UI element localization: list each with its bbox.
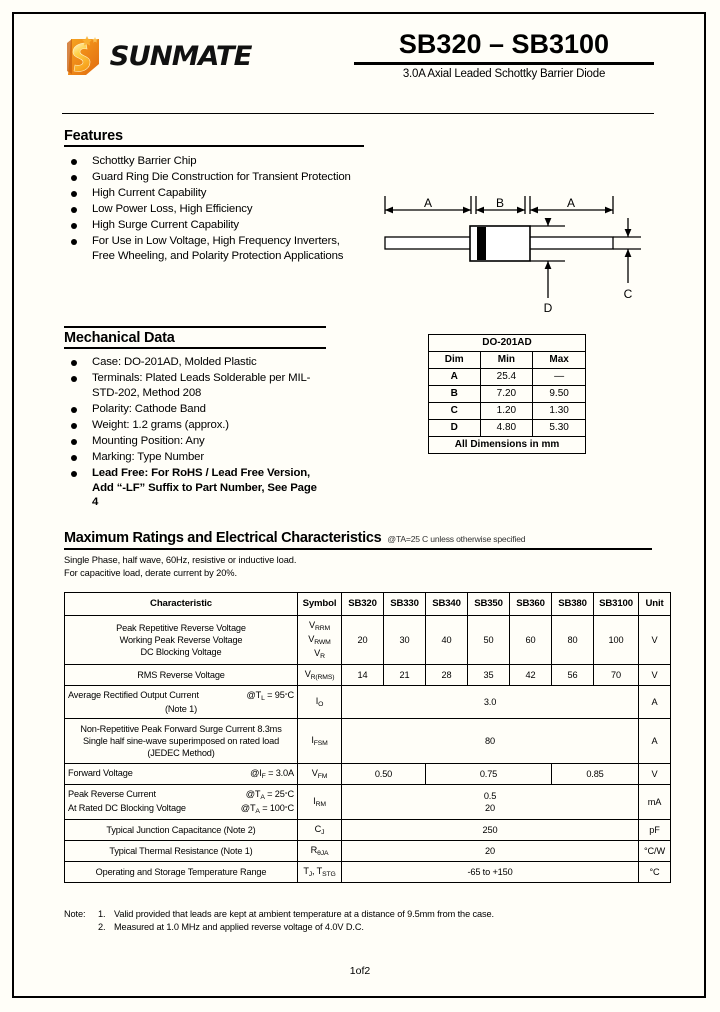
table-row-vrms: [65, 665, 671, 686]
ratings-heading: Maximum Ratings and Electrical Characteristics: [64, 530, 382, 546]
notes-section: [64, 908, 654, 934]
value-cell: 50: [468, 616, 510, 665]
ratings-heading-row: [64, 530, 652, 550]
table-row: [429, 403, 586, 420]
ratings-note-line1: Single Phase, half wave, 60Hz, resistive or inductive load.: [64, 555, 297, 565]
char-line: (JEDEC Method): [147, 748, 215, 758]
value-cell-group: 0.50: [342, 764, 426, 785]
symbol-cell: $V_{FM}$: [298, 764, 342, 785]
list-item: Marking: Type Number: [64, 450, 326, 465]
char-line: Peak Repetitive Reverse Voltage: [116, 623, 246, 633]
list-item: Schottky Barrier Chip: [64, 154, 364, 169]
symbol-cell: $R_{\theta JA}$: [298, 841, 342, 862]
page-subtitle: 3.0A Axial Leaded Schottky Barrier Diode: [402, 68, 606, 81]
list-item: Case: DO-201AD, Molded Plastic: [64, 355, 326, 370]
char-condition: $@T_A = 100^\circ C$: [240, 803, 294, 815]
electrical-characteristics-table: [64, 592, 671, 883]
value-cell-span: [342, 785, 639, 820]
dimtable-header-min: Min: [480, 352, 533, 369]
dim-max: 5.30: [533, 420, 586, 437]
list-item: Guard Ring Die Construction for Transient Protection: [64, 170, 364, 185]
page-footer: 1of2: [349, 965, 371, 977]
list-item: Terminals: Plated Leads Solderable per MIL-STD-202, Method 208: [64, 371, 326, 400]
characteristic-cell: [65, 764, 298, 785]
characteristic-cell: [65, 785, 298, 820]
unit-cell: V: [639, 616, 671, 665]
char-line: (Note 1): [165, 704, 197, 714]
dimension-table: [428, 334, 586, 454]
unit-cell: V: [639, 764, 671, 785]
dim-label-b: B: [495, 196, 505, 210]
char-line: Average Rectified Output Current: [68, 690, 199, 700]
dimtable-header-max: Max: [533, 352, 586, 369]
char-line: Working Peak Reverse Voltage: [119, 635, 243, 645]
note-number: 1.: [98, 909, 106, 919]
value-line: 0.5: [483, 791, 497, 801]
col-sb340: SB340: [426, 593, 468, 616]
value-cell: 42: [510, 665, 552, 686]
notes-label: Note:: [64, 909, 86, 919]
list-item: Polarity: Cathode Band: [64, 402, 326, 417]
list-item-lead-free: Lead Free: For RoHS / Lead Free Version, Add “-LF” Suffix to Part Number, See Page 4: [64, 466, 326, 510]
value-cell: 70: [594, 665, 639, 686]
dim-max: —: [533, 369, 586, 386]
characteristic-cell: RMS Reverse Voltage: [65, 665, 298, 686]
col-sb380: SB380: [552, 593, 594, 616]
unit-cell: pF: [639, 820, 671, 841]
unit-cell: °C: [639, 862, 671, 883]
value-cell: 100: [594, 616, 639, 665]
features-heading: Features: [64, 128, 364, 147]
char-condition: $@T_L = 95^\circ C$: [246, 690, 294, 702]
value-cell-span: 80: [342, 719, 639, 764]
ratings-condition: @TA=25 C unless otherwise specified: [387, 534, 526, 544]
char-line: Peak Reverse Current: [68, 789, 156, 799]
table-row-irm: [65, 785, 671, 820]
value-cell-span: 20: [342, 841, 639, 862]
value-cell: 14: [342, 665, 384, 686]
dim-min: 1.20: [480, 403, 533, 420]
dim-name: C: [429, 403, 481, 420]
table-row-ifsm: [65, 719, 671, 764]
characteristic-cell: Typical Thermal Resistance (Note 1): [65, 841, 298, 862]
list-item: Mounting Position: Any: [64, 434, 326, 449]
col-symbol: Symbol: [298, 593, 342, 616]
dim-label-c: C: [623, 287, 633, 301]
sunmate-badge-icon: [62, 34, 104, 78]
dim-max: 9.50: [533, 386, 586, 403]
value-cell: 35: [468, 665, 510, 686]
symbol-cell: $I_O$: [298, 686, 342, 719]
note-text: Measured at 1.0 MHz and applied reverse voltage of 4.0V D.C.: [114, 922, 364, 932]
page-title: SB320 – SB3100: [398, 29, 610, 59]
symbol-cell: $C_J$: [298, 820, 342, 841]
list-item: High Current Capability: [64, 186, 364, 201]
dimtable-footer: All Dimensions in mm: [429, 437, 586, 454]
table-row-vrrm: [65, 616, 671, 665]
dim-min: 4.80: [480, 420, 533, 437]
char-line: DC Blocking Voltage: [140, 647, 222, 657]
note-row: [64, 908, 654, 921]
dim-name: A: [429, 369, 481, 386]
value-cell: 28: [426, 665, 468, 686]
note-text: Valid provided that leads are kept at ambient temperature at a distance of 9.5mm from the case.: [114, 909, 494, 919]
note-number: 2.: [98, 922, 106, 932]
col-sb350: SB350: [468, 593, 510, 616]
list-item: Low Power Loss, High Efficiency: [64, 202, 364, 217]
table-row-cj: [65, 820, 671, 841]
table-row: [429, 369, 586, 386]
mechanical-heading: Mechanical Data: [64, 326, 326, 349]
features-section: [64, 128, 364, 265]
company-name: SUNMATE: [109, 40, 252, 72]
characteristic-cell: [65, 616, 298, 665]
unit-cell: V: [639, 665, 671, 686]
value-cell-group: 0.85: [552, 764, 639, 785]
characteristic-cell: Operating and Storage Temperature Range: [65, 862, 298, 883]
list-item: Weight: 1.2 grams (approx.): [64, 418, 326, 433]
dim-name: B: [429, 386, 481, 403]
table-row: [429, 420, 586, 437]
list-item: High Surge Current Capability: [64, 218, 364, 233]
dim-name: D: [429, 420, 481, 437]
col-sb360: SB360: [510, 593, 552, 616]
value-cell-span: 250: [342, 820, 639, 841]
package-outline-drawing: [370, 188, 660, 316]
features-list: [64, 154, 364, 264]
table-row-vfm: [65, 764, 671, 785]
unit-cell: °C/W: [639, 841, 671, 862]
col-sb330: SB330: [384, 593, 426, 616]
value-cell: 40: [426, 616, 468, 665]
dim-label-a-left: A: [423, 196, 433, 210]
characteristic-cell: [65, 719, 298, 764]
characteristic-cell: [65, 686, 298, 719]
char-condition: $@I_F = 3.0A$: [250, 768, 294, 780]
title-divider: [354, 62, 654, 65]
page-header: [62, 30, 654, 108]
symbol-cell: $I_{FSM}$: [298, 719, 342, 764]
characteristic-cell: Typical Junction Capacitance (Note 2): [65, 820, 298, 841]
mechanical-data-section: [64, 326, 326, 511]
col-unit: Unit: [639, 593, 671, 616]
ratings-section: [64, 530, 652, 579]
char-condition: $@T_A = 25^\circ C$: [245, 789, 294, 801]
dim-min: 7.20: [480, 386, 533, 403]
dim-max: 1.30: [533, 403, 586, 420]
value-cell-span: -65 to +150: [342, 862, 639, 883]
dim-label-a-right: A: [566, 196, 576, 210]
col-characteristic: Characteristic: [65, 593, 298, 616]
note-row: [98, 921, 654, 934]
value-cell: 80: [552, 616, 594, 665]
value-cell: 20: [342, 616, 384, 665]
value-line: 20: [485, 803, 495, 813]
mechanical-list: [64, 355, 326, 510]
char-line: Single half sine-wave superimposed on rated load: [82, 736, 280, 746]
dimtable-title: DO-201AD: [429, 335, 586, 352]
value-cell: 21: [384, 665, 426, 686]
value-cell-group: 0.75: [426, 764, 552, 785]
char-line: Forward Voltage: [68, 768, 133, 778]
table-row-io: [65, 686, 671, 719]
title-block: [354, 30, 654, 80]
symbol-cell: $V_{R(RMS)}$: [298, 665, 342, 686]
table-row: [429, 386, 586, 403]
ratings-note-line2: For capacitive load, derate current by 20%.: [64, 567, 237, 578]
char-line: Non-Repetitive Peak Forward Surge Current 8.3ms: [80, 724, 282, 734]
company-logo: [62, 34, 250, 78]
unit-cell: A: [639, 719, 671, 764]
col-sb3100: SB3100: [594, 593, 639, 616]
value-cell-span: 3.0: [342, 686, 639, 719]
table-row-rthja: [65, 841, 671, 862]
value-cell: 60: [510, 616, 552, 665]
symbol-cell: $V_{RRM}$ $V_{RWM}$ $V_R$: [298, 616, 342, 665]
header-divider: [62, 113, 654, 114]
table-row-temperature: [65, 862, 671, 883]
unit-cell: mA: [639, 785, 671, 820]
symbol-cell: $T_J$, $T_{STG}$: [298, 862, 342, 883]
list-item: For Use in Low Voltage, High Frequency Inverters, Free Wheeling, and Polarity Protection Applications: [64, 234, 364, 263]
table-header-row: [65, 593, 671, 616]
value-cell: 56: [552, 665, 594, 686]
col-sb320: SB320: [342, 593, 384, 616]
unit-cell: A: [639, 686, 671, 719]
dim-label-d: D: [543, 301, 553, 315]
dimtable-header-dim: Dim: [429, 352, 481, 369]
value-cell: 30: [384, 616, 426, 665]
dim-min: 25.4: [480, 369, 533, 386]
char-line: At Rated DC Blocking Voltage: [68, 803, 186, 813]
symbol-cell: $I_{RM}$: [298, 785, 342, 820]
